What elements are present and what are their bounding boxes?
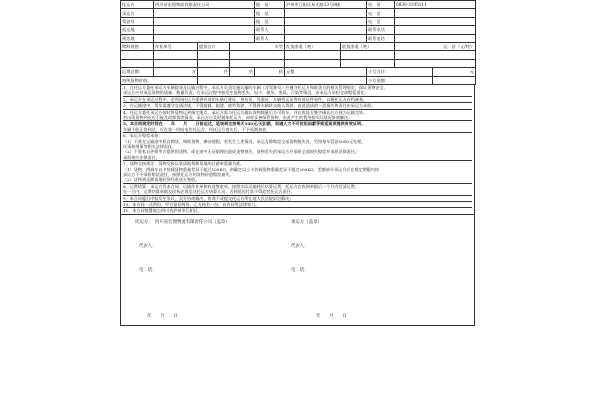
cell-value [285,9,367,17]
cell-label: 联系电话 [367,34,395,42]
clause-line: （2）货物到达卸货地时须经收货方签收。 [123,177,200,183]
column-header: 物料规格 [121,42,154,50]
clause-line: 承运方不予承担赔偿责任，按照托运方的货物价值赔偿损失。 [123,172,234,177]
cell-label: 托运方 [121,1,154,9]
cell-value [154,9,255,17]
clause-line: 2、承运方在承运过程中，必须向托运方提供有效的车辆行驶证、身份证、驾驶证、车辆营运证等有效证件原件，以便托运方存档备查。 [123,96,472,102]
cell-label: 到达地 [121,34,154,42]
header-row-cargo-columns [121,42,476,50]
freight-unit: 万 [154,68,198,76]
freight-unit: 佰 [230,68,255,76]
clause-line: 承运方应对承运货物的质量、数量负责，在承运过程中如发生货物丢失、短少、损坏、变质、污染等情况，由承运方承担全部赔偿责任。 [123,90,369,96]
cell-value [285,34,367,42]
clause-line: 若出现货物到达后不能及时卸货等情况，承运方应及时通知托运方，同时妥善保管货物，由此产生的费用按实际情况协商解决。 [123,114,353,120]
clause-line: 6、承运方赔偿承担： [123,132,472,138]
shipper-name: 四川省宏图物流有限责任公司（盖章） [155,219,230,225]
carrier-label: 承运方（盖章） [291,219,322,225]
clause-line: 在一月内，运费结算单据及回执必须送达托运方结算人员，否则延迟付款不得追究托运方责任。 [123,189,295,195]
cell-label: 地 址 [255,17,285,25]
freight-unit: 元整 [285,68,367,76]
cell-label: 电 话 [367,17,395,25]
header-row-carrier [121,9,476,17]
shipper-label: 托运方： [135,219,153,225]
column-header: 车型 [230,42,285,50]
freight-unit: 仟 [198,68,230,76]
freight-small-total-label: 小写合计： [367,68,433,76]
clause-line: （1）货物：两端车以卡装载货物重量差异不超过100KG，则确定以上卡装载货物重量差异不超过200KG，差额部分承运方应在规定期限内按 [123,166,380,172]
clause-line: 8、运费结算：承运方凭本合同、运输作业单和收货签收单，按照实际运输吨位结算运费，托运方在收到单据后一个月内付清运费， [123,183,472,189]
clause-line: （1）不准在运输途中私自卸货、调换货物、掺杂使假，若发生上述情况，承运方除赔偿全部货物损失外，另按每车罚款5000元处理， [123,138,366,144]
representative-right: 代表人： [291,243,309,249]
cell-label: 联系人 [255,26,285,34]
column-header: 提货合片 [198,42,230,50]
date-right: 年 月 日 [316,313,347,319]
column-header: 收货净重（吨） [341,42,395,50]
header-row-shipper [121,1,476,9]
header-row-driver [121,17,476,25]
cell-label: 地 址 [255,9,285,17]
cargo-row-1 [121,51,476,59]
clause-line: 11、本合同签署地点四川省泸州市江阳区。 [123,207,472,213]
date-left: 年 月 日 [147,313,178,319]
cell-label: 地 址 [255,1,285,9]
cell-value [395,26,476,34]
cargo-row-2 [121,59,476,67]
cargo-value-label: 每吨货物价值： [121,76,198,84]
cell-value [154,34,255,42]
cell-label: 联系人 [255,34,285,42]
cell-value [395,34,476,42]
header-row-destination [121,34,476,42]
clause-line: 3、在运输途中，驾车需遵守交通法规，不得超载、超速、疲劳驾驶，不得将车辆转交他人驾驶，由此造成的一切损失和责任由承运方承担。 [123,102,472,108]
column-header: 运 价（元/吨） [395,42,476,50]
clause-line: 10、本合同一式两份，甲方留存两份，乙方持有一份，具有同等法律效力。 [123,201,472,207]
clause-line: 5、本合同规定时间在 年 月 日前运达，延误到达按每天100元/天扣款，如遇人力不可抗拒因素导致延误须提供有效证明。 [123,120,472,126]
contract-clauses [120,85,475,215]
column-header: 作业单号 [154,42,198,50]
cell-label: 承运方 [121,9,154,17]
freight-total-label: 运费总额： [121,68,154,76]
freight-small-unit: 元 [433,68,476,76]
signature-block [120,215,475,326]
cell-value [285,17,367,25]
cell-label: 联系电话 [367,26,395,34]
cargo-value-row [121,76,476,84]
contract-sheet [120,0,475,400]
phone-right: 电 话： [291,267,309,273]
cell-label: 电 话 [367,1,395,9]
clause-line: 4、托运方委托承运方按时将货物运到指定地点，承运方需与托运方确认货物数量后方可装车，并在收货方签字确认后方视为运输完毕。 [123,109,472,115]
freight-total-row [121,68,476,76]
cell-shipper-address: 泸州市江阳区星光路13号8楼 [285,1,367,9]
clause-line: （2）不准私自更换甲方提供的货物，或在途中无证据理由造成货物损失，货物丢失的承运方应承担全部损失赔偿并承担法律责任。 [123,149,359,155]
header-row-origin [121,26,476,34]
contract-header-table [120,0,476,85]
small-amount-label: 小写金额： [367,76,433,84]
clause-line: 1、在托运方委托承运方车辆提货及运输过程中，承运方负责实施运输的车辆（含驾驶员）应遵守托运方和收货方的相关管理规定，保证货物安全。 [123,84,388,90]
cell-label: 驾驶员 [121,17,154,25]
cell-value [154,26,255,34]
clause-line: 民事和刑事等相关法律责任。 [123,143,177,149]
cell-value [395,9,476,17]
cell-label: 起运地 [121,26,154,34]
representative-left: 代表人： [139,243,157,249]
cell-label: 电 话 [367,9,395,17]
freight-unit: 拾 [255,68,285,76]
clause-line: 9、本合同履行中如发生争议，双方协商解决，协商不成提交托运方所在地人民法院诉讼解决。 [123,195,472,201]
cell-value [285,26,367,34]
cell-value [154,17,255,25]
clause-line: 车辆不能正常到达，应在第一时间电告托运方，经托运方查实后，不予延期扣款。 [123,126,271,132]
clause-line: 7、货物交接规定：货物交接以装货地和卸货地的过磅单重量为准。 [123,160,472,166]
clause-line: 承担相应法律责任。 [123,154,160,160]
cell-shipper-name: 四川省宏图物流有限责任公司 [154,1,255,9]
phone-left: 电 话： [139,267,157,273]
cell-shipper-phone: 0830-3195111 [395,1,476,9]
cell-value [395,17,476,25]
column-header: 发货净重（吨） [285,42,341,50]
